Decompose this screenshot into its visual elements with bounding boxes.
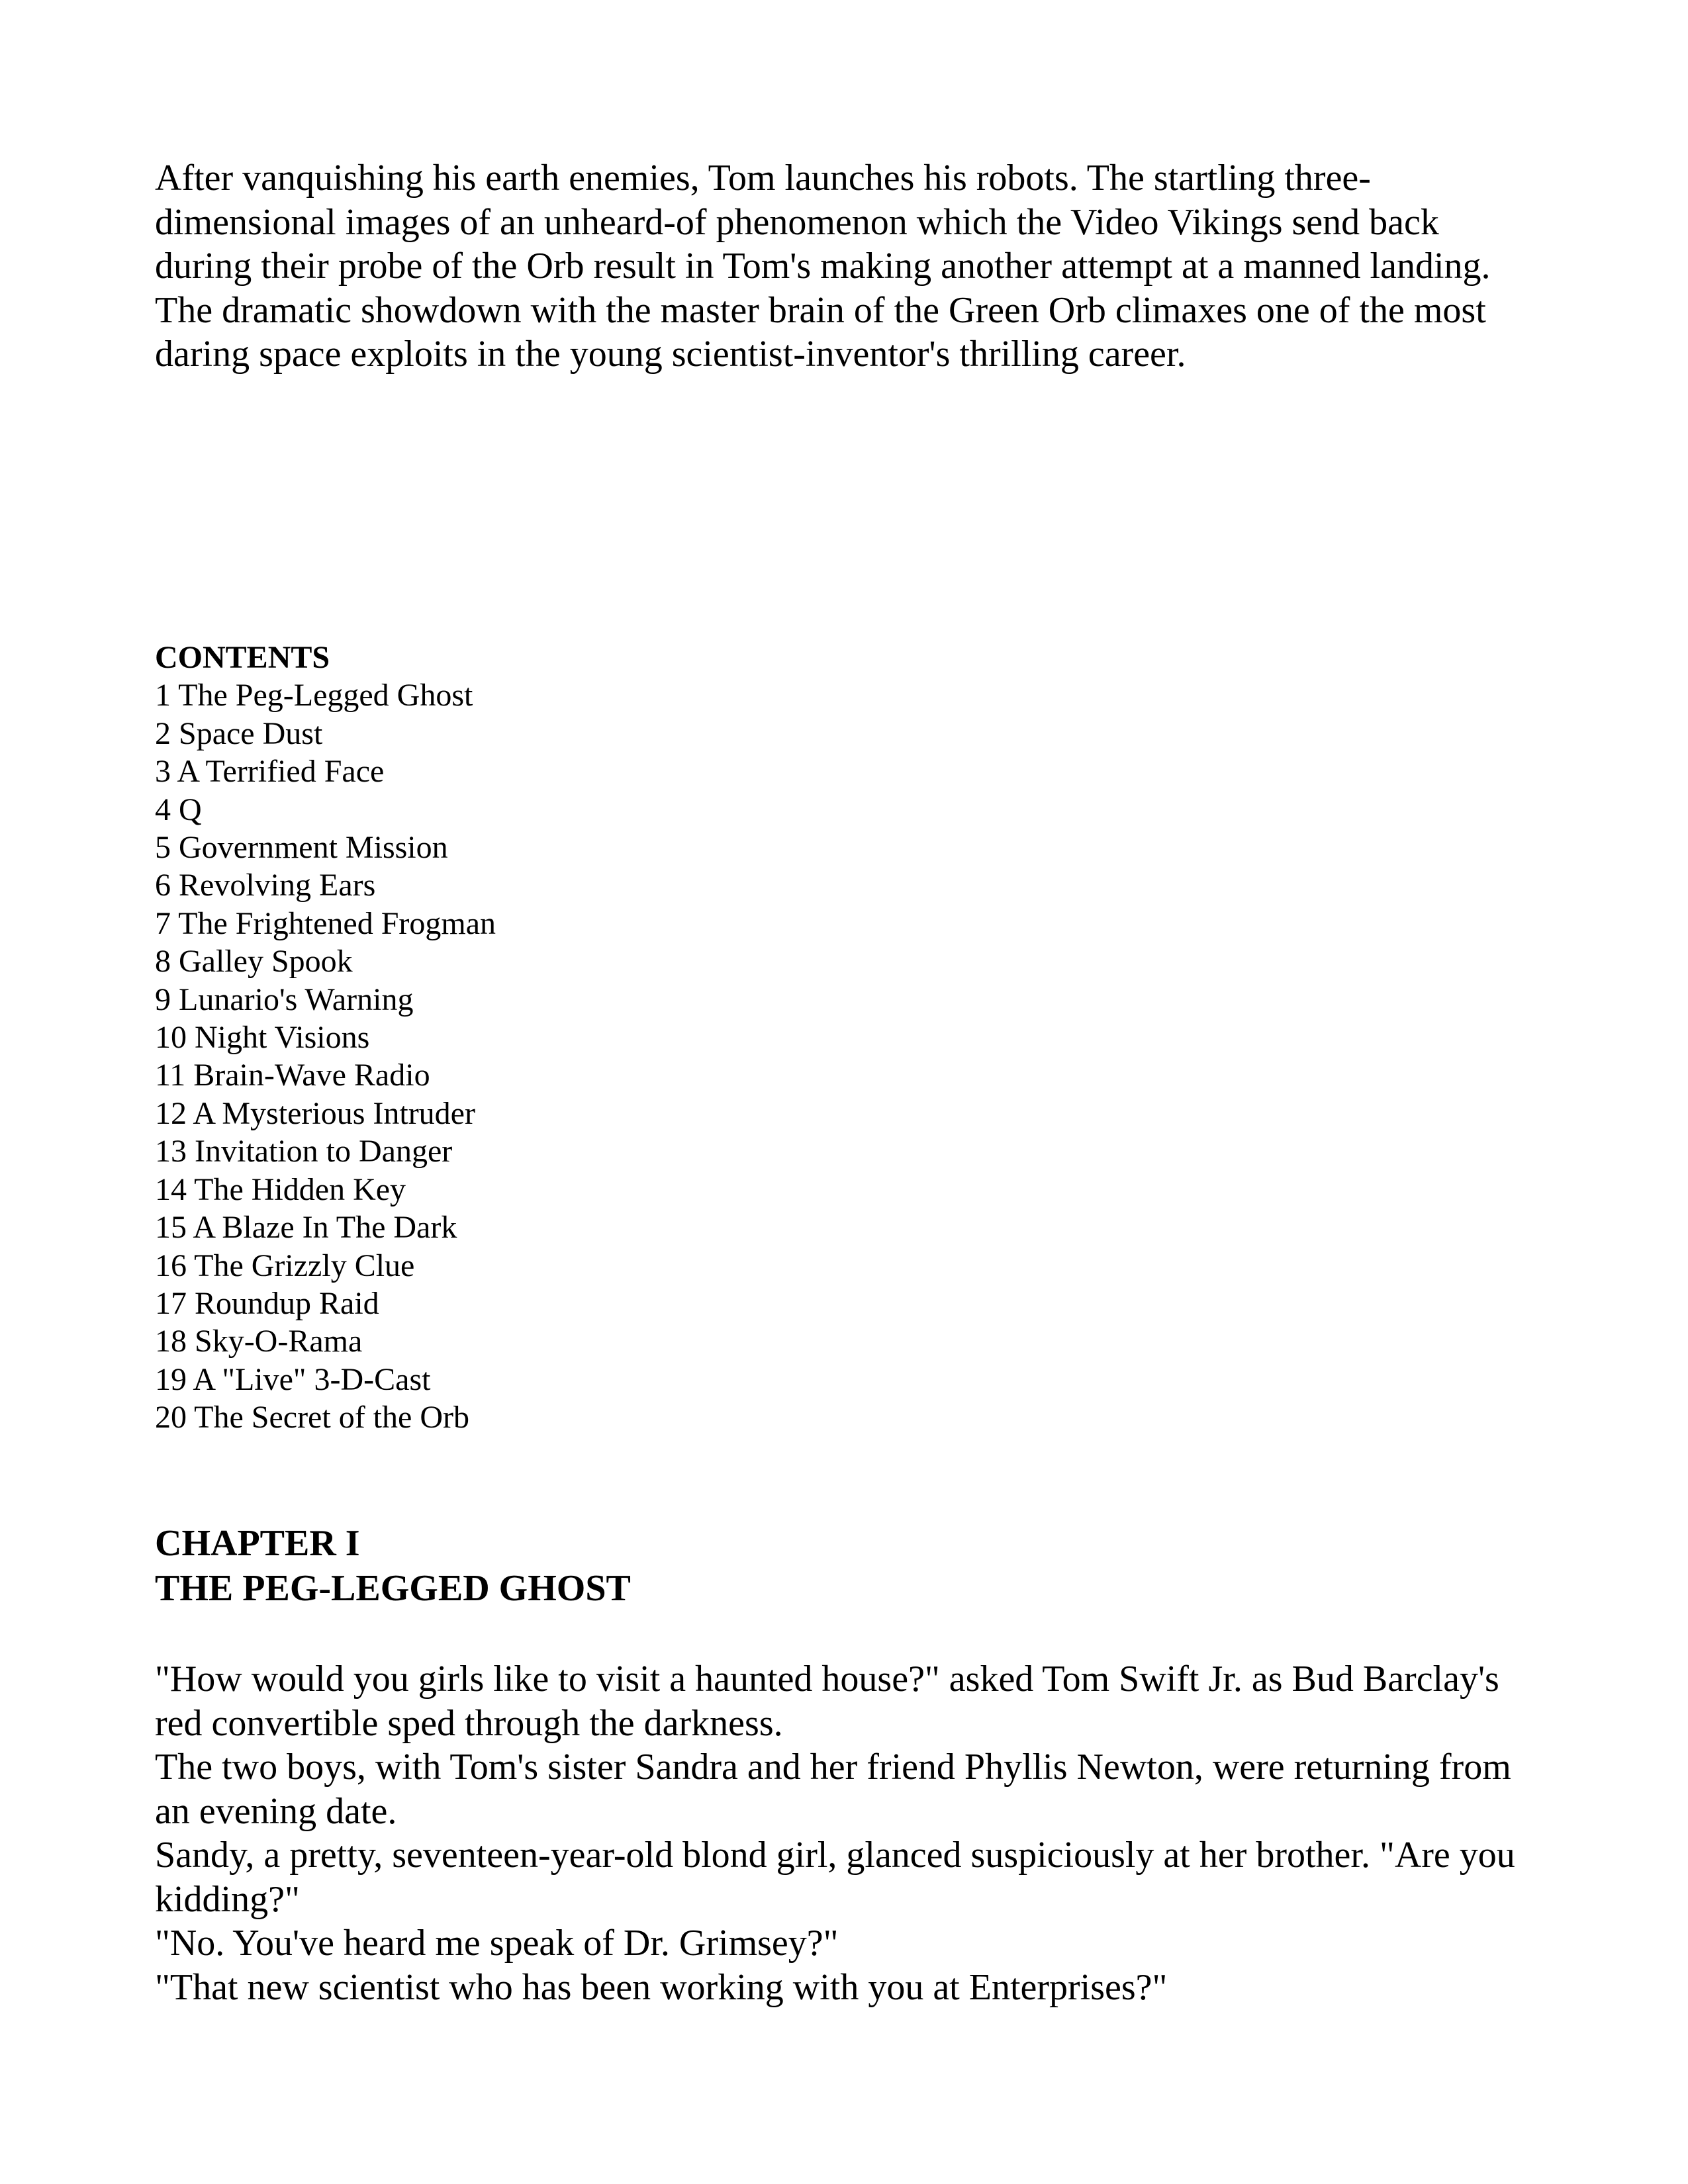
contents-item: 1 The Peg-Legged Ghost: [155, 678, 473, 713]
contents-item: 10 Night Visions: [155, 1020, 370, 1056]
contents-item: 7 The Frightened Frogman: [155, 905, 496, 941]
contents-item: 5 Government Mission: [155, 830, 448, 866]
contents-item: 19 A "Live" 3-D-Cast: [155, 1361, 431, 1397]
chapter-number: CHAPTER I: [155, 1523, 360, 1564]
contents-item: 18 Sky-O-Rama: [155, 1324, 363, 1359]
story-paragraph: "That new scientist who has been working with you at Enterprises?": [155, 1966, 1168, 2008]
contents-item: 15 A Blaze In The Dark: [155, 1210, 457, 1246]
chapter-body: [155, 1657, 1545, 2009]
story-paragraph: "How would you girls like to visit a haunted house?" asked Tom Swift Jr. as Bud Barclay's red convertible sped through the darkness.: [155, 1659, 1499, 1744]
contents-item: 16 The Grizzly Clue: [155, 1248, 415, 1283]
chapter-title: THE PEG-LEGGED GHOST: [155, 1568, 631, 1609]
intro-paragraph: The dramatic showdown with the master brain of the Green Orb climaxes one of the most daring space exploits in the young scientist-inventor's thrilling career.: [155, 289, 1486, 375]
contents-item: 13 Invitation to Danger: [155, 1134, 453, 1169]
contents-item: 12 A Mysterious Intruder: [155, 1095, 475, 1131]
story-paragraph: Sandy, a pretty, seventeen-year-old blond girl, glanced suspiciously at her brother. "Are you kidding?": [155, 1835, 1515, 1920]
contents-heading: CONTENTS: [155, 640, 330, 675]
story-paragraph: "No. You've heard me speak of Dr. Grimsey?": [155, 1923, 839, 1964]
contents-item: 17 Roundup Raid: [155, 1285, 379, 1321]
chapter-heading: [155, 1521, 631, 1611]
contents-item: 9 Lunario's Warning: [155, 981, 414, 1017]
contents-item: 8 Galley Spook: [155, 944, 353, 979]
contents-item: 14 The Hidden Key: [155, 1171, 406, 1207]
contents-item: 3 A Terrified Face: [155, 754, 385, 790]
contents-list: [155, 676, 817, 1436]
contents-item: 6 Revolving Ears: [155, 868, 376, 903]
story-paragraph: The two boys, with Tom's sister Sandra and her friend Phyllis Newton, were returning from an evening date.: [155, 1747, 1511, 1832]
contents-item: 2 Space Dust: [155, 715, 323, 751]
table-of-contents: [155, 639, 817, 1437]
intro-section: [155, 156, 1545, 377]
contents-item: 11 Brain-Wave Radio: [155, 1058, 430, 1093]
contents-item: 4 Q: [155, 792, 202, 827]
intro-paragraph: After vanquishing his earth enemies, Tom launches his robots. The startling three-dimensional images of an unheard-of phenomenon which the Video Vikings send back during their probe of the Orb result in Tom's making another attempt at a manned landing.: [155, 158, 1491, 287]
contents-item: 20 The Secret of the Orb: [155, 1400, 469, 1435]
